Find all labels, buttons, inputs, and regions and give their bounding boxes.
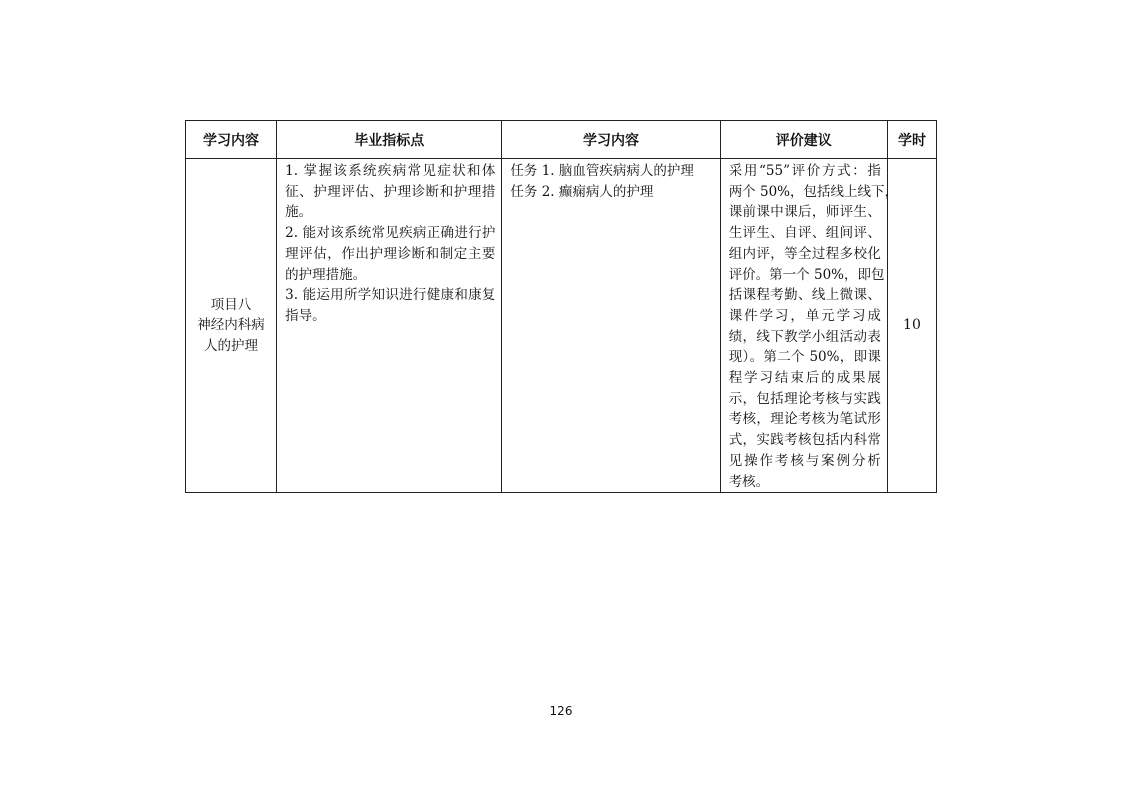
project-cell	[186, 159, 277, 493]
project-line: 项目八	[210, 296, 252, 313]
curriculum-table	[185, 120, 937, 493]
evaluation-line: 考核。	[728, 473, 770, 490]
evaluation-line: 采用“55”评价方式：指	[728, 163, 881, 179]
task-cell	[502, 159, 720, 493]
task-line: 任务 2. 癫痫病人的护理	[510, 183, 654, 200]
header-hours: 学时	[887, 121, 936, 159]
hours-cell: 10	[887, 159, 936, 493]
evaluation-line: 评价。第一个 50%，即包	[728, 266, 885, 283]
indicator-line: 征、护理评估、护理诊断和护理措	[285, 183, 496, 200]
evaluation-line: 两个 50%，包括线上线下，	[728, 183, 898, 200]
table-header-row	[186, 121, 937, 159]
project-line: 人的护理	[204, 337, 259, 354]
evaluation-line: 组内评，等全过程多校化	[728, 245, 881, 262]
header-learning-tasks: 学习内容	[502, 121, 720, 159]
evaluation-line: 绩，线下教学小组活动表	[728, 328, 881, 345]
indicator-line: 1. 掌握该系统疾病常见症状和体	[285, 163, 496, 179]
project-line: 神经内科病	[197, 317, 265, 334]
evaluation-line: 课前课中课后，师评生、	[728, 204, 881, 221]
indicator-cell	[277, 159, 502, 493]
indicator-line: 2. 能对该系统常见疾病正确进行护	[285, 225, 496, 242]
header-learning-content: 学习内容	[186, 121, 277, 159]
evaluation-line: 生评生、自评、组间评、	[728, 225, 881, 242]
evaluation-line: 程学习结束后的成果展	[728, 370, 881, 387]
evaluation-line: 见操作考核与案例分析	[728, 452, 881, 469]
evaluation-line: 式，实践考核包括内科常	[728, 432, 881, 449]
evaluation-line: 课件学习，单元学习成	[728, 307, 881, 324]
evaluation-line: 现）。第二个 50%，即课	[728, 349, 881, 366]
indicator-line: 施。	[285, 204, 313, 221]
table-row	[186, 159, 937, 493]
task-line: 任务 1. 脑血管疾病病人的护理	[510, 163, 694, 179]
indicator-line: 理评估，作出护理诊断和制定主要	[285, 245, 496, 262]
header-graduation-indicators: 毕业指标点	[277, 121, 502, 159]
evaluation-line: 示，包括理论考核与实践	[728, 390, 881, 407]
evaluation-line: 括课程考勤、线上微课、	[728, 287, 881, 304]
evaluation-cell	[720, 159, 898, 493]
evaluation-line: 考核，理论考核为笔试形	[728, 411, 881, 428]
indicator-line: 3. 能运用所学知识进行健康和康复	[285, 287, 496, 304]
page-number: 126	[549, 704, 573, 718]
indicator-line: 的护理措施。	[285, 266, 367, 283]
indicator-line: 指导。	[285, 307, 326, 324]
header-evaluation-suggestions: 评价建议	[720, 121, 887, 159]
